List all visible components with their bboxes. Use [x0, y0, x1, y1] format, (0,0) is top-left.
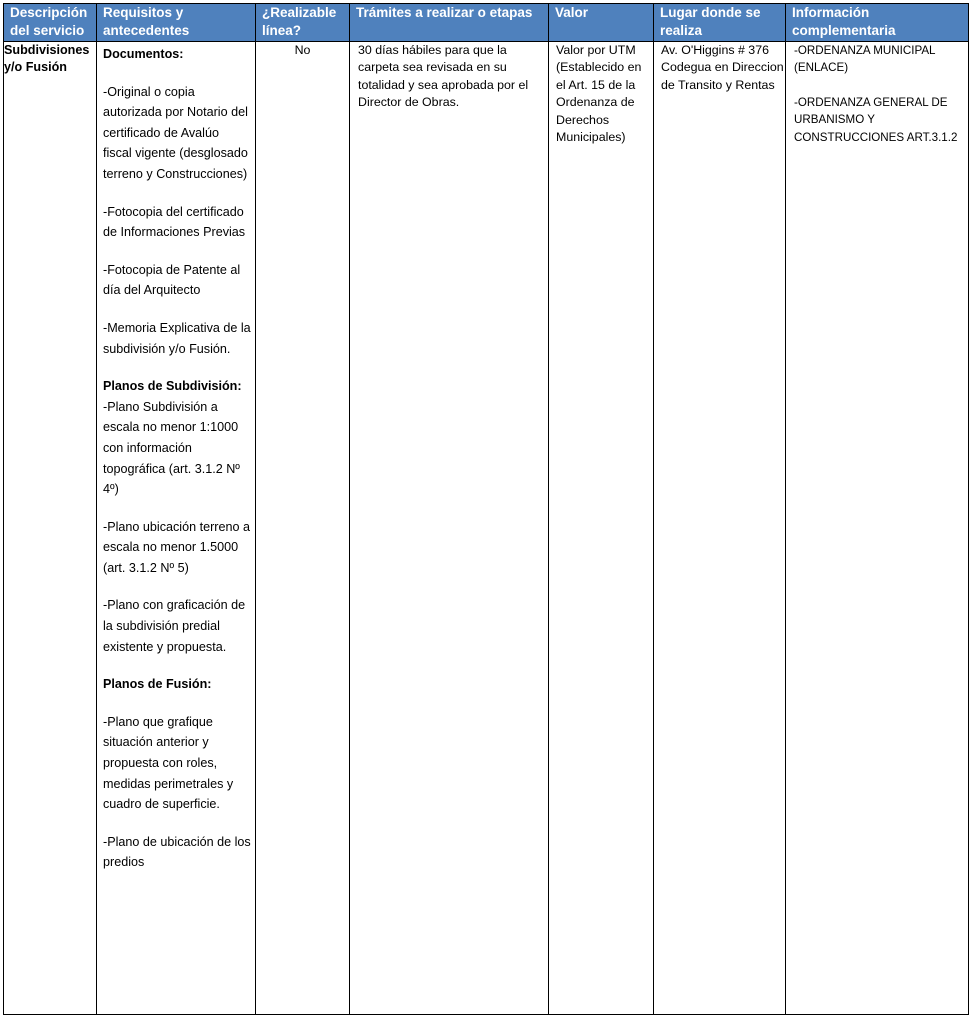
header-informacion: Información complementaria: [786, 4, 969, 42]
ordenanza-general-text: -ORDENANZA GENERAL DE URBANISMO Y CONSTRUCCIONES ART.3.1.2: [794, 95, 958, 144]
list-item: -Fotocopia de Patente al día del Arquitecto: [103, 262, 241, 298]
header-tramites: Trámites a realizar o etapas: [350, 4, 549, 42]
cell-valor: Valor por UTM (Establecido en el Art. 15 de la Ordenanza de Derechos Municipales): [549, 42, 654, 1015]
header-lugar: Lugar donde se realiza: [654, 4, 786, 42]
planos-fusion-heading: Planos de Fusión:: [103, 677, 212, 692]
header-descripcion: Descripción del servicio: [4, 4, 97, 42]
ordenanza-municipal-link[interactable]: -ORDENANZA MUNICIPAL (ENLACE): [794, 44, 936, 75]
list-item: -Original o copia autorizada por Notario del certificado de Avalúo fiscal vigente (desglosado terreno y Construcciones): [103, 84, 248, 181]
list-item: -Fotocopia del certificado de Informaciones Previas: [103, 204, 246, 240]
header-row: [4, 4, 969, 42]
header-realizable: ¿Realizable línea?: [256, 4, 350, 42]
list-item: -Plano de ubicación de los predios: [103, 834, 251, 870]
cell-descripcion: Subdivisiones y/o Fusión: [4, 42, 97, 1015]
cell-informacion: [786, 42, 969, 1015]
list-item: -Memoria Explicativa de la subdivisión y/o Fusión.: [103, 320, 251, 356]
header-valor: Valor: [549, 4, 654, 42]
list-item: -Plano ubicación terreno a escala no menor 1.5000 (art. 3.1.2 Nº 5): [103, 519, 251, 575]
documentos-heading: Documentos:: [103, 47, 184, 61]
list-item: -Plano que grafique situación anterior y propuesta con roles, medidas perimetrales y cuadro de superficie.: [103, 714, 234, 812]
list-item: -Plano con graficación de la subdivisión predial existente y propuesta.: [103, 598, 246, 654]
cell-lugar: Av. O'Higgins # 376 Codegua en Direccion de Transito y Rentas: [654, 42, 786, 1015]
cell-realizable: No: [256, 42, 350, 1015]
cell-requisitos: [97, 42, 256, 1015]
header-requisitos: Requisitos y antecedentes: [97, 4, 256, 42]
cell-tramites: 30 días hábiles para que la carpeta sea revisada en su totalidad y sea aprobada por el Director de Obras.: [350, 42, 549, 1015]
services-table: [3, 3, 969, 1015]
planos-subdivision-heading: Planos de Subdivisión:: [103, 379, 242, 394]
list-item: -Plano Subdivisión a escala no menor 1:1000 con información topográfica (art. 3.1.2 Nº 4º): [103, 399, 240, 497]
table-row: [4, 42, 969, 1015]
